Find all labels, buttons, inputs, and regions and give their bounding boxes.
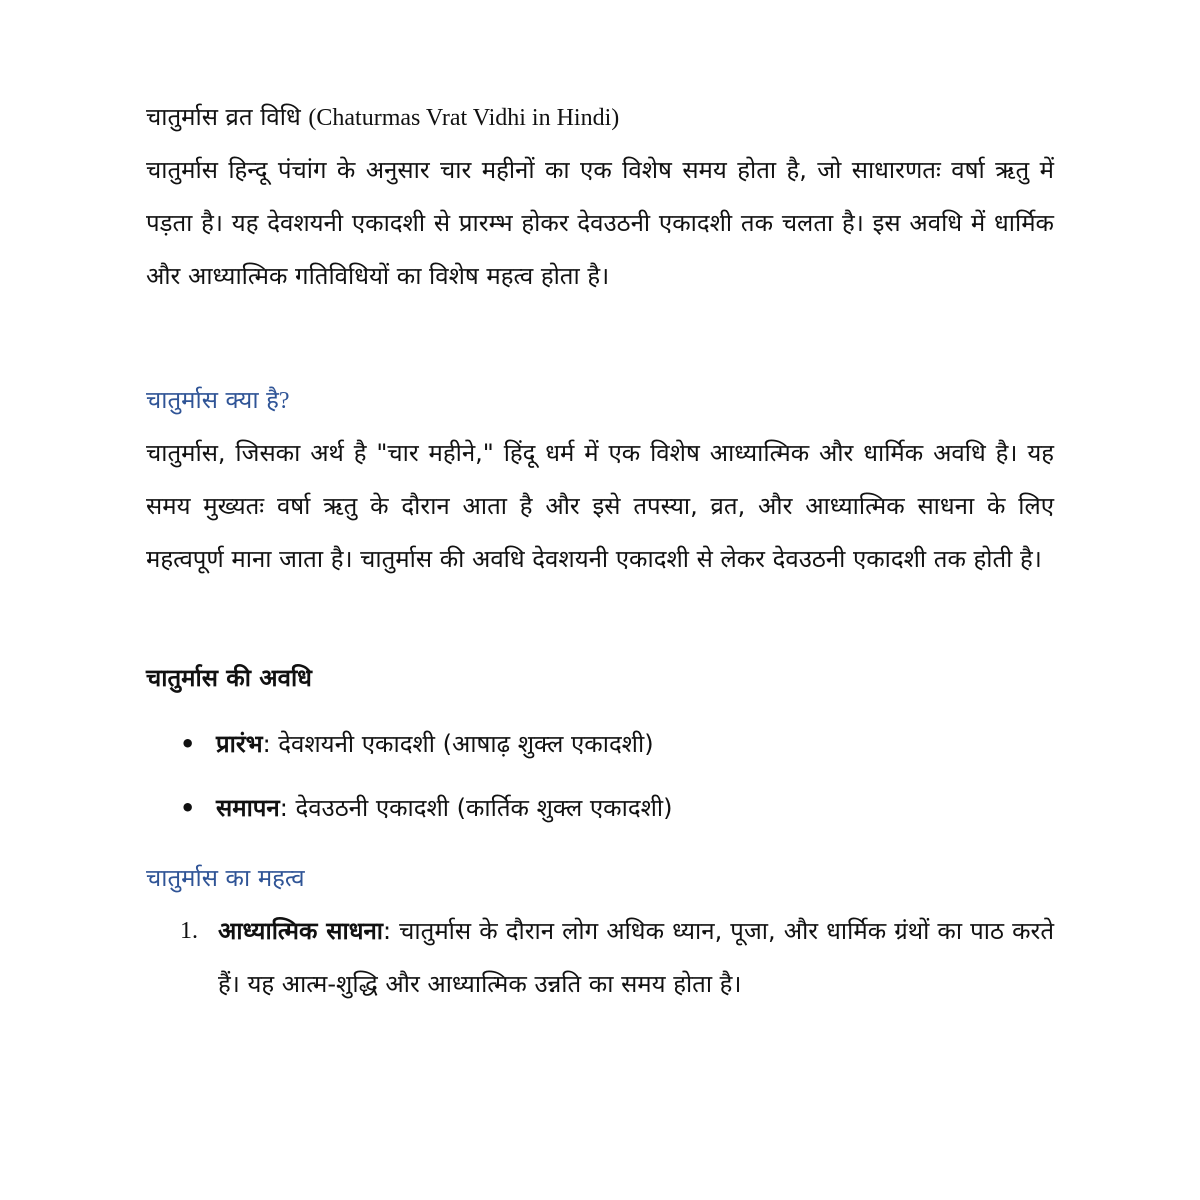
bullet-marker: • [180,730,196,758]
duration-item-text: : देवशयनी एकादशी (आषाढ़ शुक्ल एकादशी) [262,730,654,758]
document-title-hindi: चातुर्मास व्रत विधि [146,103,301,131]
document-title-latin: (Chaturmas Vrat Vidhi in Hindi) [308,105,620,131]
importance-item-paragraph [218,905,1054,1011]
intro-paragraph: चातुर्मास हिन्दू पंचांग के अनुसार चार महीनों का एक विशेष समय होता है, जो साधारणतः वर्षा ऋतु में पड़ता है। यह देवशयनी एकादशी से प्रारम्भ होकर देवउठनी एकादशी तक चलता है। इस अवधि में धार्मिक और आध्यात्मिक गतिविधियों का विशेष महत्व होता है। [146,156,1054,290]
bullet-marker: • [180,794,196,822]
section-what-paragraph: चातुर्मास, जिसका अर्थ है "चार महीने," हिंदू धर्म में एक विशेष आध्यात्मिक और धार्मिक अवधि है। यह समय मुख्यतः वर्षा ऋतु के दौरान आता है और इसे तपस्या, व्रत, और आध्यात्मिक साधना के लिए महत्वपूर्ण माना जाता है। चातुर्मास की अवधि देवशयनी एकादशी से लेकर देवउठनी एकादशी तक होती है। [146,439,1054,573]
section-duration-heading: चातुर्मास की अवधि [146,664,312,692]
list-number-marker: 1. [180,918,198,944]
section-importance-heading: चातुर्मास का महत्व [146,864,305,892]
duration-list-item [180,791,672,825]
document-title [146,100,1056,135]
importance-item-text: : चातुर्मास के दौरान लोग अधिक ध्यान, पूजा, और धार्मिक ग्रंथों का पाठ करते हैं। यह आत्म-शुद्धि और आध्यात्मिक उन्नति का समय होता है। [218,917,1054,998]
section-what-heading [146,383,290,418]
duration-list-item [180,727,654,761]
duration-item-text: : देवउठनी एकादशी (कार्तिक शुक्ल एकादशी) [279,794,673,822]
duration-item-label: समापन [216,794,280,822]
importance-item-label: आध्यात्मिक साधना [218,917,383,945]
section-what-heading-text: चातुर्मास क्या है [146,386,279,414]
section-what-heading-mark: ? [278,388,290,414]
duration-item-label: प्रारंभ [216,730,263,758]
